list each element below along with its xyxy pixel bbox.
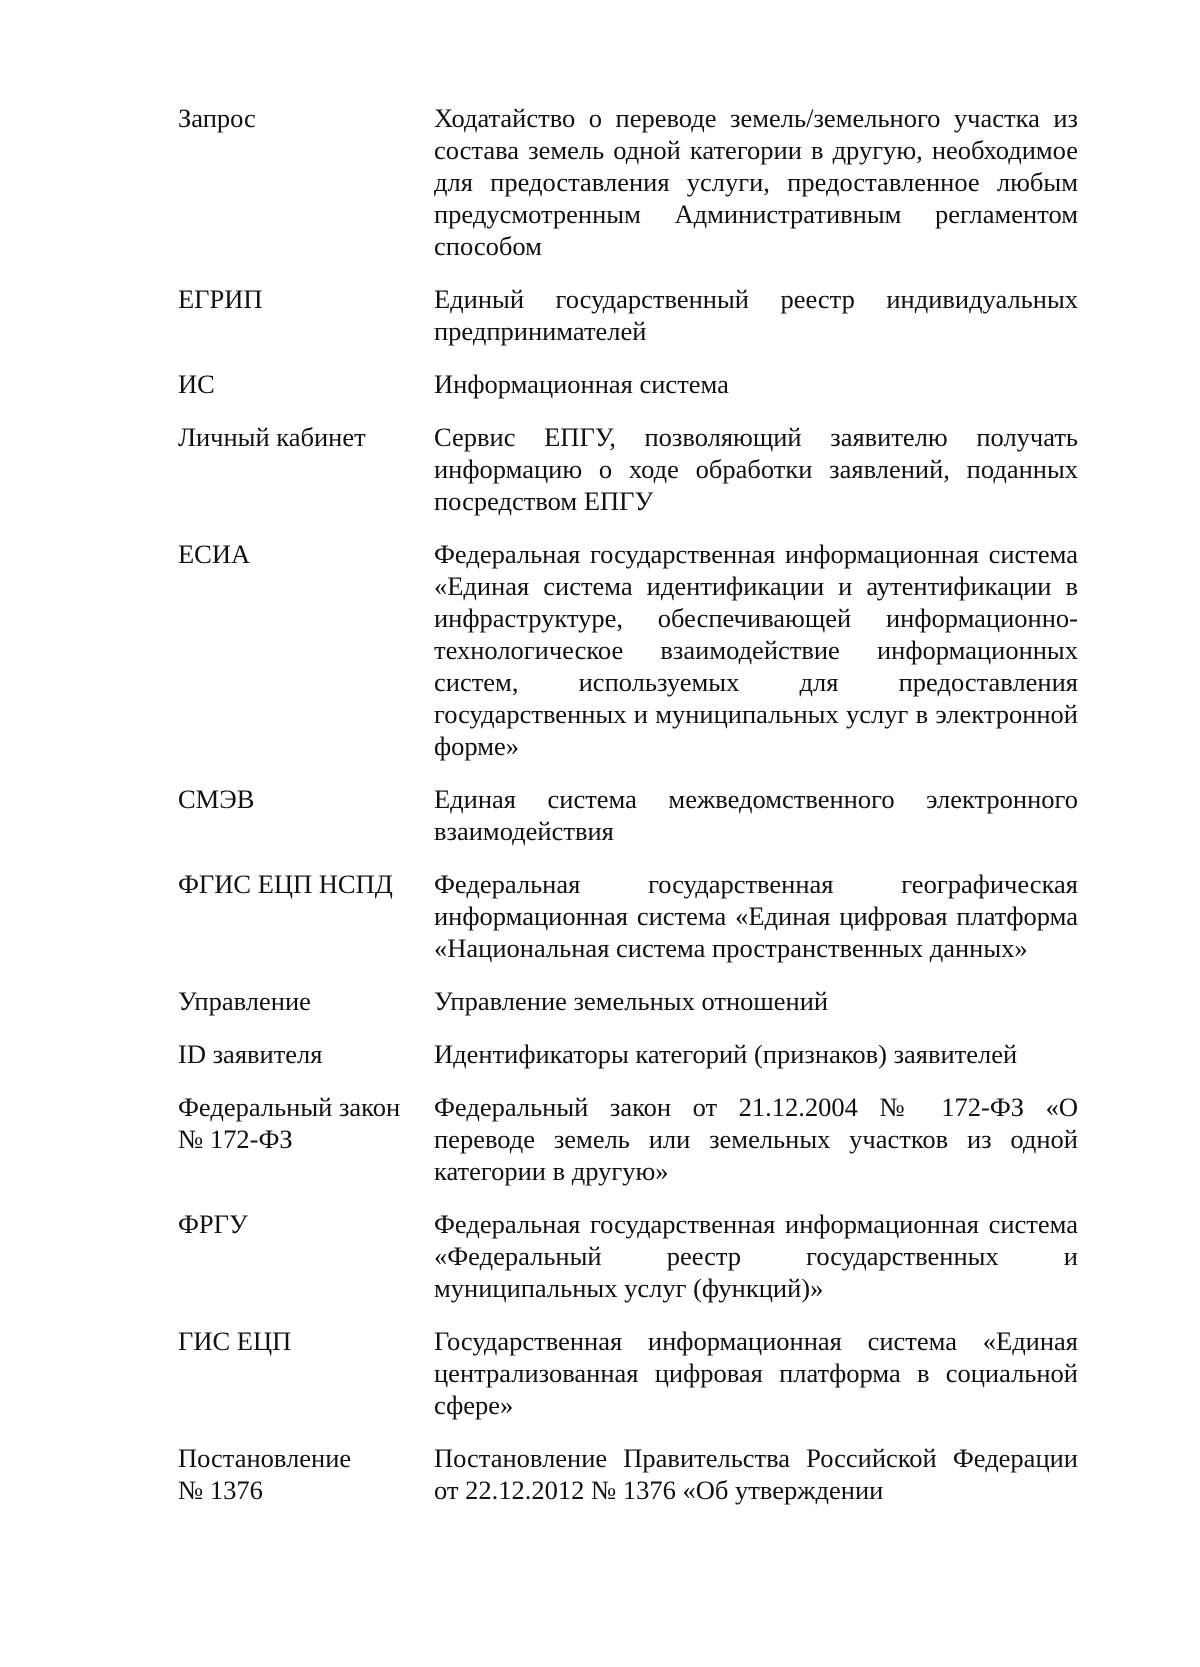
glossary-entry xyxy=(178,1442,1078,1506)
glossary-term: ИС xyxy=(178,369,215,399)
glossary-definition: Федеральная государственная информационная система «Единая система идентификации и аутентификации в инфраструктуре, обеспечивающей информационно-технологическое взаимодействие информационных систем, используемых для предоставления государственных и муниципальных услуг в электронной форме» xyxy=(434,539,1078,761)
glossary-definition: Единый государственный реестр индивидуальных предпринимателей xyxy=(434,284,1078,346)
glossary-definition: Федеральный закон от 21.12.2004 № 172-ФЗ «О переводе земель или земельных участков из одной категории в другую» xyxy=(434,1092,1078,1186)
glossary-entry xyxy=(178,783,1078,847)
glossary-term: Постановление № 1376 xyxy=(178,1443,352,1505)
glossary-definition: Постановление Правительства Российской Федерации от 22.12.2012 № 1376 «Об утверждении xyxy=(434,1443,1078,1505)
glossary-definition: Единая система межведомственного электронного взаимодействия xyxy=(434,784,1078,846)
glossary-entry xyxy=(178,1325,1078,1421)
abbreviations-list xyxy=(178,102,1078,1527)
glossary-entry xyxy=(178,868,1078,964)
glossary-term: ЕСИА xyxy=(178,539,251,569)
glossary-entry xyxy=(178,421,1078,517)
glossary-term: ФГИС ЕЦП НСПД xyxy=(178,869,393,899)
glossary-term: ID заявителя xyxy=(178,1039,323,1069)
glossary-definition: Ходатайство о переводе земель/земельного участка из состава земель одной категории в другую, необходимое для предоставления услуги, предоставленное любым предусмотренным Административным регламентом способом xyxy=(434,103,1078,261)
glossary-term: Личный кабинет xyxy=(178,422,366,452)
glossary-term: Запрос xyxy=(178,103,256,133)
glossary-definition: Идентификаторы категорий (признаков) заявителей xyxy=(434,1039,1018,1069)
glossary-term: ФРГУ xyxy=(178,1209,248,1239)
glossary-definition: Федеральная государственная географическая информационная система «Единая цифровая платформа «Национальная система пространственных данных» xyxy=(434,869,1078,963)
glossary-definition: Управление земельных отношений xyxy=(434,986,829,1016)
glossary-definition: Государственная информационная система «Единая централизованная цифровая платформа в социальной сфере» xyxy=(434,1326,1078,1420)
glossary-term: ГИС ЕЦП xyxy=(178,1326,292,1356)
glossary-entry xyxy=(178,1091,1078,1187)
glossary-term: Федеральный закон № 172-ФЗ xyxy=(178,1092,401,1154)
glossary-definition: Федеральная государственная информационная система «Федеральный реестр государственных и муниципальных услуг (функций)» xyxy=(434,1209,1078,1303)
glossary-term: ЕГРИП xyxy=(178,284,263,314)
glossary-entry xyxy=(178,368,1078,400)
glossary-entry xyxy=(178,102,1078,262)
glossary-entry xyxy=(178,283,1078,347)
glossary-entry xyxy=(178,985,1078,1017)
glossary-definition: Сервис ЕПГУ, позволяющий заявителю получать информацию о ходе обработки заявлений, поданных посредством ЕПГУ xyxy=(434,422,1078,516)
glossary-entry xyxy=(178,1038,1078,1070)
glossary-entry xyxy=(178,1208,1078,1304)
glossary-term: Управление xyxy=(178,986,311,1016)
glossary-entry xyxy=(178,538,1078,762)
glossary-definition: Информационная система xyxy=(434,369,729,399)
glossary-term: СМЭВ xyxy=(178,784,255,814)
